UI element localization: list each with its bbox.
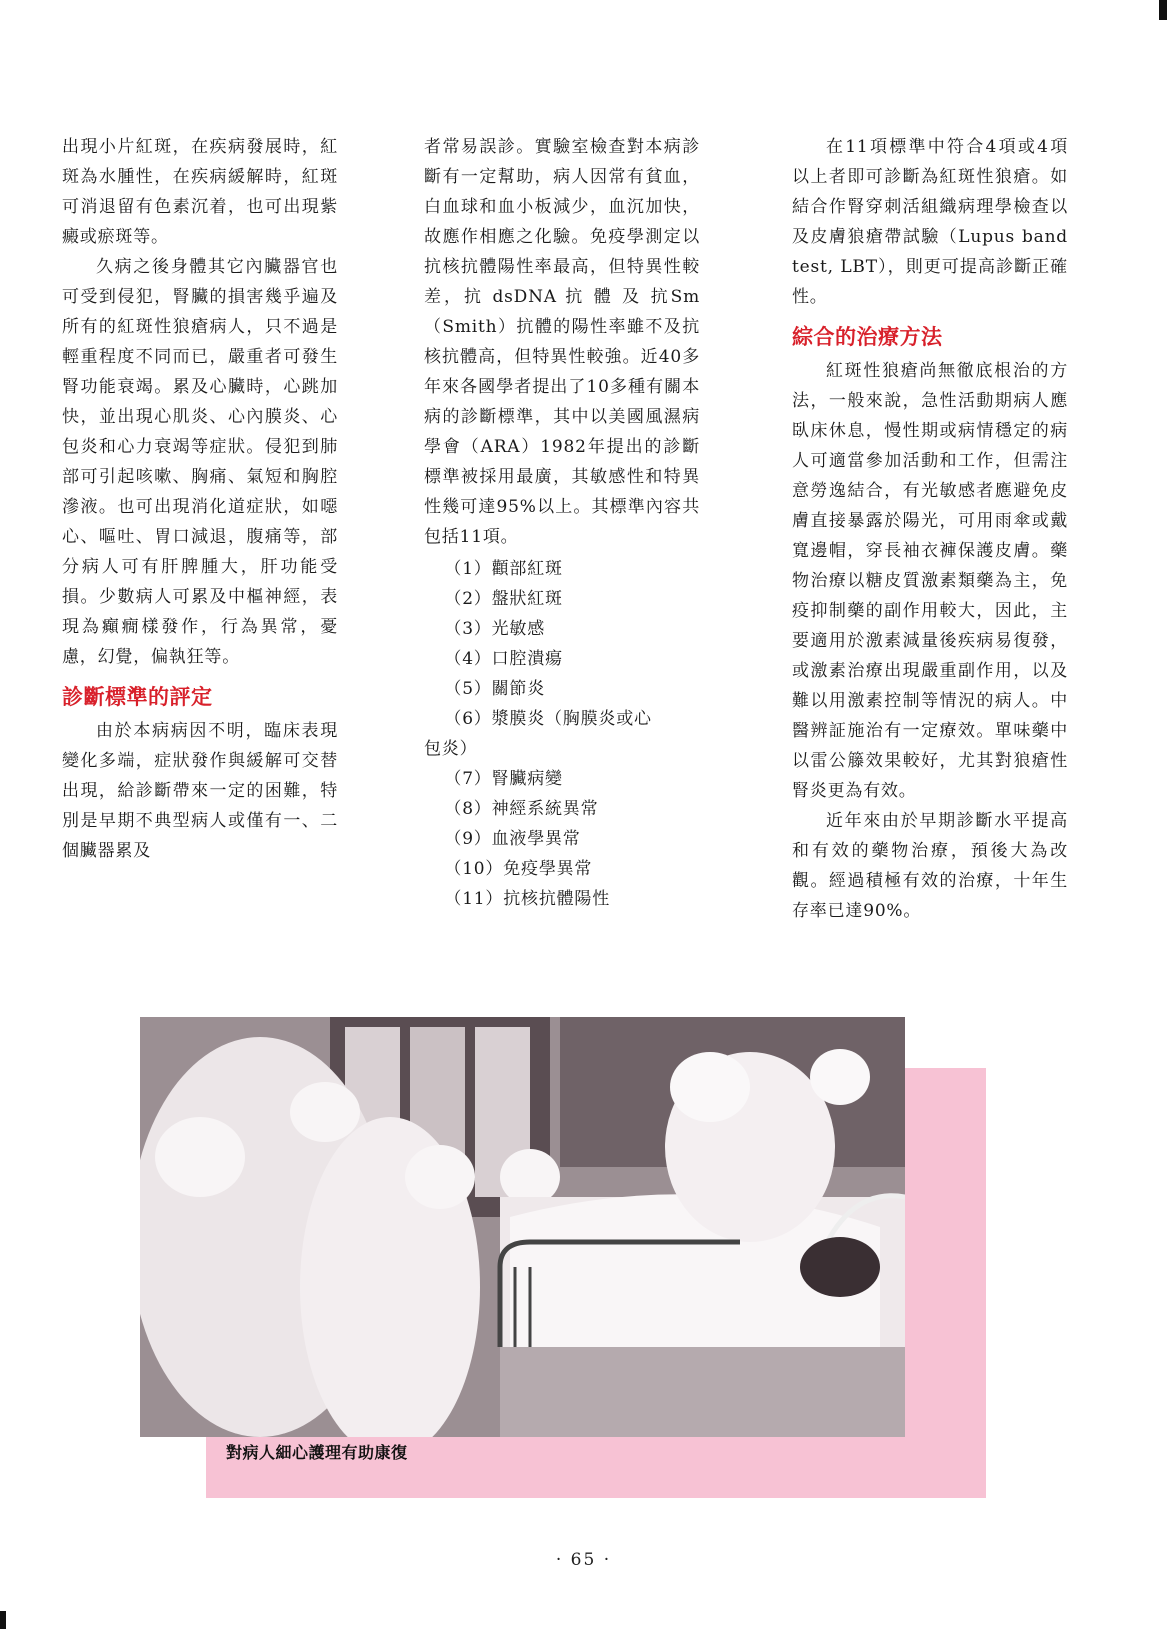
section-heading-treatment: 綜合的治療方法 [792, 325, 943, 349]
section-heading-diagnosis: 診斷標準的評定 [62, 685, 213, 709]
paragraph: 者常易誤診。實驗室檢查對本病診斷有一定幫助，病人因常有貧血，白血球和血小板減少，血沉加快，故應作相應之化驗。免疫學測定以抗核抗體陽性率最高，但特異性較差，抗 dsDNA 抗 體 及 抗Sm（Smith）抗體的陽性率雖不及抗核抗體高，但特異性較強。近40多年來各國學者提出了10多種有關本病的診斷標準，其中以美國風濕病學會（ARA）1982年提出的診斷標準被採用最廣，其敏感性和特異性幾可達95%以上。其標準內容共包括11項。 [424, 137, 700, 547]
paragraph: 出現小片紅斑，在疾病發展時，紅斑為水腫性，在疾病緩解時，紅斑可消退留有色素沉着，也可出現紫癜或瘀斑等。 [62, 137, 338, 247]
paragraph: 久病之後身體其它內臟器官也可受到侵犯，腎臟的損害幾乎遍及所有的紅斑性狼瘡病人，只不過是輕重程度不同而已，嚴重者可發生腎功能衰竭。累及心臟時，心跳加快，並出現心肌炎、心內膜炎、心包炎和心力衰竭等症狀。侵犯到肺部可引起咳嗽、胸痛、氣短和胸腔滲液。也可出現消化道症狀，如噁心、嘔吐、胃口減退，腹痛等，部分病人可有肝脾腫大，肝功能受損。少數病人可累及中樞神經，表現為癲癇樣發作，行為異常，憂慮，幻覺，偏執狂等。 [62, 257, 338, 667]
page-number: · 65 · [555, 1550, 612, 1570]
list-item: （1）顴部紅斑 [444, 559, 563, 579]
list-item: （11）抗核抗體陽性 [444, 889, 611, 909]
list-item: （4）口腔潰瘍 [444, 649, 563, 669]
text-column-1 [62, 132, 338, 866]
criteria-list [424, 554, 700, 914]
registration-mark [0, 1611, 6, 1629]
figure-caption: 對病人細心護理有助康復 [226, 1443, 408, 1462]
paragraph: 由於本病病因不明，臨床表現變化多端，症狀發作與緩解可交替出現，給診斷帶來一定的困難，特別是早期不典型病人或僅有一、二個臟器累及 [62, 721, 338, 861]
paragraph: 近年來由於早期診斷水平提高和有效的藥物治療，預後大為改觀。經過積極有效的治療，十年生存率已達90%。 [792, 811, 1068, 921]
text-column-2 [424, 132, 700, 914]
list-item: （6）漿膜炎（胸膜炎或心 [444, 709, 652, 729]
list-item: （9）血液學異常 [444, 829, 581, 849]
list-item: （10）免疫學異常 [444, 859, 593, 879]
paragraph: 在11項標準中符合4項或4項以上者即可診斷為紅斑性狼瘡。如結合作腎穿刺活組織病理學檢查以及皮膚狼瘡帶試驗（Lupus band test, LBT），則更可提高診斷正確性。 [792, 137, 1068, 307]
ward-photo [140, 1017, 905, 1437]
list-item: （5）關節炎 [444, 679, 546, 699]
registration-mark [1159, 0, 1167, 20]
list-item: （2）盤狀紅斑 [444, 589, 563, 609]
text-column-3 [792, 132, 1068, 926]
list-item-continuation: 包炎） [424, 739, 478, 759]
photo-illustration [140, 1017, 905, 1437]
list-item: （3）光敏感 [444, 619, 546, 639]
list-item: （7）腎臟病變 [444, 769, 563, 789]
paragraph: 紅斑性狼瘡尚無徹底根治的方法，一般來說，急性活動期病人應臥床休息，慢性期或病情穩定的病人可適當參加活動和工作，但需注意勞逸結合，有光敏感者應避免皮膚直接暴露於陽光，可用雨傘或戴寬邊帽，穿長袖衣褲保護皮膚。藥物治療以糖皮質激素類藥為主，免疫抑制藥的副作用較大，因此，主要適用於激素減量後疾病易復發，或激素治療出現嚴重副作用，以及難以用激素控制等情況的病人。中醫辨証施治有一定療效。單味藥中以雷公籐效果較好，尤其對狼瘡性腎炎更為有效。 [792, 361, 1068, 801]
list-item: （8）神經系統異常 [444, 799, 599, 819]
